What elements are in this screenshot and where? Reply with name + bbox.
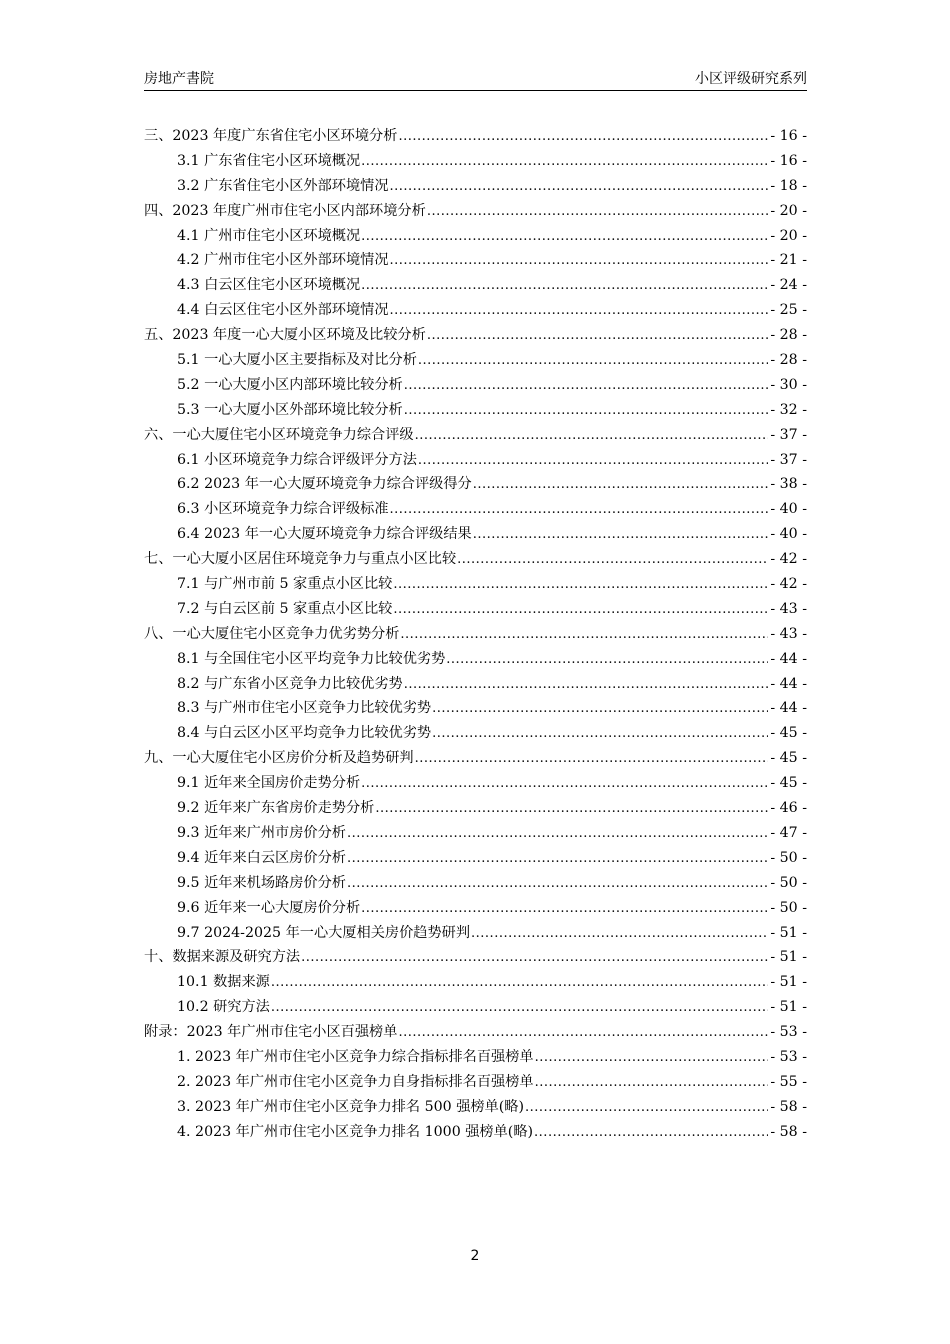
toc-entry[interactable] [144,498,807,523]
toc-entry[interactable] [144,922,807,947]
toc-entry[interactable] [144,374,807,399]
toc-entry[interactable] [144,573,807,598]
toc-leader-dots [404,378,769,393]
toc-entry-page: - 46 - [770,800,807,817]
toc-entry-title: 5.2 一心大厦小区内部环境比较分析 [177,376,403,393]
toc-entry-page: - 53 - [770,1024,807,1041]
toc-leader-dots [473,527,769,542]
toc-entry-title: 8.2 与广东省小区竞争力比较优劣势 [177,675,403,692]
toc-entry-page: - 32 - [770,401,807,418]
toc-entry[interactable] [144,548,807,573]
toc-entry[interactable] [144,747,807,772]
toc-entry-page: - 20 - [770,202,807,219]
toc-entry-title: 6.4 2023 年一心大厦环境竞争力综合评级结果 [177,526,472,543]
toc-entry[interactable] [144,872,807,897]
toc-entry-page: - 45 - [770,775,807,792]
toc-entry-page: - 58 - [770,1098,807,1115]
toc-leader-dots [535,1075,769,1090]
toc-leader-dots [432,701,768,716]
toc-entry-page: - 16 - [770,152,807,169]
toc-entry-title: 三、2023 年度广东省住宅小区环境分析 [144,128,398,144]
toc-leader-dots [393,577,768,592]
toc-entry-page: - 18 - [770,177,807,194]
toc-entry-page: - 50 - [770,874,807,891]
toc-entry[interactable] [144,673,807,698]
toc-leader-dots [390,303,769,318]
toc-entry[interactable] [144,473,807,498]
toc-entry-title: 9.3 近年来广州市房价分析 [177,824,346,841]
toc-leader-dots [398,1025,768,1040]
toc-entry-page: - 20 - [770,227,807,244]
toc-entry[interactable] [144,225,807,250]
toc-entry-title: 2. 2023 年广州市住宅小区竞争力自身指标排名百强榜单 [177,1073,534,1090]
toc-entry-page: - 51 - [770,924,807,941]
toc-leader-dots [361,901,768,916]
toc-entry[interactable] [144,797,807,822]
toc-entry-page: - 51 - [770,974,807,991]
toc-leader-dots [347,876,768,891]
toc-entry-title: 9.5 近年来机场路房价分析 [177,874,346,891]
toc-entry-title: 附录：2023 年广州市住宅小区百强榜单 [144,1024,398,1041]
toc-entry-title: 4.3 白云区住宅小区环境概况 [177,277,361,294]
toc-leader-dots [361,154,768,169]
page-header [144,66,807,91]
table-of-contents [144,125,807,1146]
toc-entry-title: 4.2 广州市住宅小区外部环境情况 [177,252,389,269]
toc-entry-page: - 16 - [770,128,807,144]
toc-entry-title: 7.2 与白云区前 5 家重点小区比较 [177,600,393,617]
toc-entry[interactable] [144,249,807,274]
toc-entry-page: - 45 - [770,750,807,767]
toc-entry-page: - 30 - [770,376,807,393]
toc-entry-title: 8.4 与白云区小区平均竞争力比较优劣势 [177,725,432,742]
toc-entry[interactable] [144,697,807,722]
toc-leader-dots [418,453,768,468]
toc-entry-title: 10.1 数据来源 [177,974,270,991]
toc-entry-page: - 38 - [770,476,807,493]
toc-entry-page: - 37 - [770,426,807,443]
toc-entry-page: - 51 - [770,999,807,1016]
toc-leader-dots [361,229,768,244]
toc-entry[interactable] [144,399,807,424]
toc-entry[interactable] [144,523,807,548]
toc-leader-dots [390,502,769,517]
toc-leader-dots [427,204,769,219]
toc-entry-title: 9.7 2024-2025 年一心大厦相关房价趋势研判 [177,924,471,941]
toc-leader-dots [525,1100,768,1115]
toc-entry-title: 4. 2023 年广州市住宅小区竞争力排名 1000 强榜单(略) [177,1123,534,1140]
toc-entry-page: - 44 - [770,675,807,692]
toc-entry[interactable] [144,150,807,175]
toc-leader-dots [271,975,768,990]
toc-entry-title: 9.6 近年来一心大厦房价分析 [177,899,361,916]
toc-entry-title: 6.1 小区环境竞争力综合评级评分方法 [177,451,417,468]
toc-entry[interactable] [144,274,807,299]
toc-leader-dots [375,801,768,816]
toc-entry[interactable] [144,971,807,996]
toc-leader-dots [271,1000,768,1015]
toc-entry[interactable] [144,722,807,747]
toc-leader-dots [361,776,768,791]
toc-entry-title: 7.1 与广州市前 5 家重点小区比较 [177,576,393,593]
toc-leader-dots [473,477,769,492]
toc-entry-title: 九、一心大厦住宅小区房价分析及趋势研判 [144,750,414,767]
toc-entry-page: - 28 - [770,327,807,344]
toc-entry-title: 5.1 一心大厦小区主要指标及对比分析 [177,352,417,369]
toc-leader-dots [427,328,769,343]
toc-entry[interactable] [144,996,807,1021]
toc-entry[interactable] [144,299,807,324]
toc-entry-page: - 58 - [770,1123,807,1140]
toc-entry-title: 八、一心大厦住宅小区竞争力优劣势分析 [144,625,400,642]
toc-leader-dots [390,179,769,194]
toc-entry-page: - 21 - [770,252,807,269]
toc-entry[interactable] [144,648,807,673]
toc-leader-dots [393,602,768,617]
toc-entry-page: - 51 - [770,949,807,966]
toc-entry-title: 5.3 一心大厦小区外部环境比较分析 [177,401,403,418]
toc-entry-page: - 37 - [770,451,807,468]
toc-leader-dots [347,826,768,841]
toc-entry-page: - 53 - [770,1048,807,1065]
toc-entry[interactable] [144,1021,807,1046]
toc-entry[interactable] [144,1096,807,1121]
toc-entry-page: - 50 - [770,849,807,866]
toc-entry-title: 3.2 广东省住宅小区外部环境情况 [177,177,389,194]
toc-entry[interactable] [144,200,807,225]
toc-entry-title: 五、2023 年度一心大厦小区环境及比较分析 [144,327,426,344]
header-right-title: 小区评级研究系列 [695,71,807,87]
toc-leader-dots [534,1125,768,1140]
toc-entry[interactable] [144,424,807,449]
toc-entry[interactable] [144,1121,807,1146]
toc-leader-dots [301,950,768,965]
toc-entry-page: - 40 - [770,526,807,543]
toc-entry[interactable] [144,772,807,797]
toc-entry[interactable] [144,349,807,374]
toc-leader-dots [347,851,768,866]
toc-entry-title: 9.2 近年来广东省房价走势分析 [177,800,375,817]
toc-entry[interactable] [144,125,807,150]
toc-entry-title: 1. 2023 年广州市住宅小区竞争力综合指标排名百强榜单 [177,1048,534,1065]
toc-entry[interactable] [144,598,807,623]
page-number: 2 [470,1248,480,1264]
toc-entry-page: - 55 - [770,1073,807,1090]
toc-leader-dots [415,751,769,766]
toc-entry-page: - 43 - [770,600,807,617]
toc-leader-dots [415,428,769,443]
toc-entry[interactable] [144,897,807,922]
toc-leader-dots [432,726,768,741]
toc-entry[interactable] [144,822,807,847]
toc-entry[interactable] [144,847,807,872]
toc-leader-dots [404,403,769,418]
toc-leader-dots [404,677,769,692]
header-left-title: 房地产書院 [144,71,214,87]
toc-entry-title: 六、一心大厦住宅小区环境竞争力综合评级 [144,426,414,443]
toc-leader-dots [398,129,768,144]
toc-entry-page: - 24 - [770,277,807,294]
toc-entry-title: 七、一心大厦小区居住环境竞争力与重点小区比较 [144,551,457,568]
toc-entry-title: 10.2 研究方法 [177,999,270,1016]
toc-leader-dots [390,253,769,268]
toc-entry-page: - 42 - [770,576,807,593]
toc-entry-title: 6.3 小区环境竞争力综合评级标准 [177,501,389,518]
toc-entry-page: - 40 - [770,501,807,518]
toc-entry-title: 6.2 2023 年一心大厦环境竞争力综合评级得分 [177,476,472,493]
toc-entry-title: 十、数据来源及研究方法 [144,949,301,966]
toc-entry[interactable] [144,946,807,971]
toc-entry-page: - 47 - [770,824,807,841]
toc-entry-title: 8.3 与广州市住宅小区竞争力比较优劣势 [177,700,432,717]
toc-entry-page: - 45 - [770,725,807,742]
toc-entry-page: - 44 - [770,650,807,667]
toc-leader-dots [418,353,768,368]
toc-entry[interactable] [144,175,807,200]
toc-entry-page: - 43 - [770,625,807,642]
toc-leader-dots [361,278,768,293]
toc-leader-dots [446,652,768,667]
toc-leader-dots [471,926,768,941]
toc-entry-title: 8.1 与全国住宅小区平均竞争力比较优劣势 [177,650,446,667]
toc-leader-dots [457,552,768,567]
toc-entry[interactable] [144,449,807,474]
toc-entry-title: 3.1 广东省住宅小区环境概况 [177,152,361,169]
toc-entry-title: 4.1 广州市住宅小区环境概况 [177,227,361,244]
toc-entry-title: 四、2023 年度广州市住宅小区内部环境分析 [144,202,426,219]
toc-entry[interactable] [144,1046,807,1071]
toc-entry-page: - 42 - [770,551,807,568]
toc-entry-title: 9.1 近年来全国房价走势分析 [177,775,361,792]
toc-leader-dots [400,627,768,642]
toc-entry-page: - 44 - [770,700,807,717]
toc-leader-dots [535,1050,769,1065]
toc-entry[interactable] [144,1071,807,1096]
toc-entry-title: 3. 2023 年广州市住宅小区竞争力排名 500 强榜单(略) [177,1098,525,1115]
toc-entry-page: - 25 - [770,302,807,319]
toc-entry-page: - 28 - [770,352,807,369]
toc-entry-title: 9.4 近年来白云区房价分析 [177,849,346,866]
toc-entry[interactable] [144,623,807,648]
toc-entry-page: - 50 - [770,899,807,916]
toc-entry[interactable] [144,324,807,349]
toc-entry-title: 4.4 白云区住宅小区外部环境情况 [177,302,389,319]
